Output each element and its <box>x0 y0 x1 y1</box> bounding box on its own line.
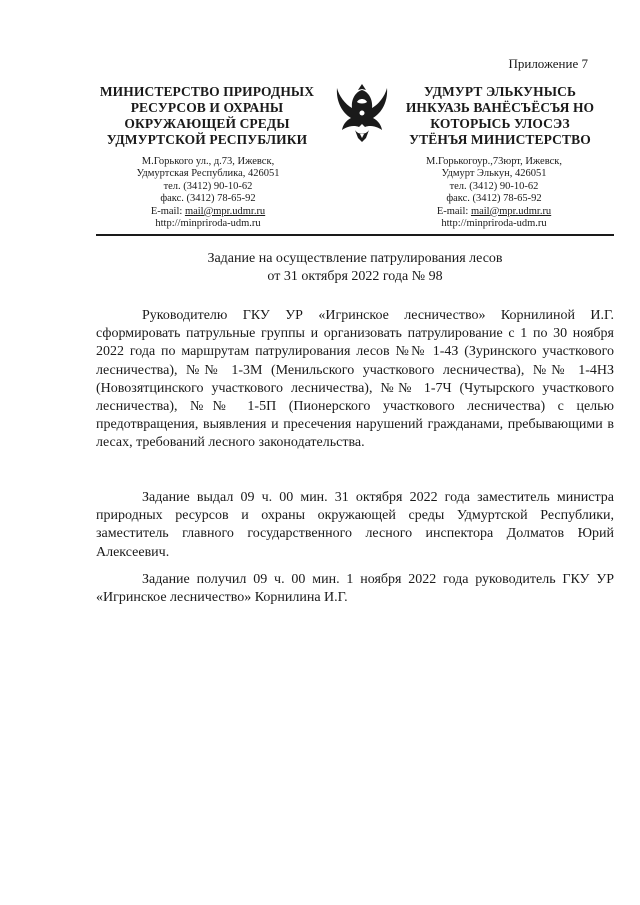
email-link[interactable]: mail@mpr.udmr.ru <box>184 205 266 217</box>
contacts-russian <box>108 156 308 230</box>
body-paragraph: Задание получил 09 ч. 00 мин. 1 ноября 2022 года руководитель ГКУ УР «Игринское лесничество» Корнилина И.Г. <box>96 572 614 606</box>
fax-line: факс. (3412) 78-65-92 <box>446 193 542 205</box>
fax-line: факс. (3412) 78-65-92 <box>160 193 256 205</box>
header-divider <box>96 234 614 236</box>
ministry-name-line: ОКРУЖАЮЩЕЙ СРЕДЫ <box>124 116 290 131</box>
email-line <box>108 206 308 218</box>
phone-line: тел. (3412) 90-10-62 <box>163 180 253 192</box>
address-line: Удмурт Элькун, 426051 <box>441 168 547 180</box>
ministry-name-udmurt <box>390 84 610 148</box>
document-title <box>96 250 614 286</box>
ministry-name-line: РЕСУРСОВ И ОХРАНЫ <box>130 100 284 115</box>
body-paragraph: Задание выдал 09 ч. 00 мин. 31 октября 2022 года заместитель министра природных ресурсов и охраны окружающей среды Удмуртской Республики, заместитель главного государственного лесного инспектора Долматов Юрий Алексеевич. <box>96 490 614 560</box>
email-line <box>394 206 594 218</box>
email-link[interactable]: mail@mpr.udmr.ru <box>470 205 552 217</box>
body-paragraph: Руководителю ГКУ УР «Игринское лесничество» Корнилиной И.Г. сформировать патрульные группы и организовать патрулирование с 1 по 30 ноября 2022 года по маршрутам патрулирования лесов №№ 1-4З (Зуринского участкового лесничества), №№ 1-3М (Менильского участкового лесничества), №№ 1-4НЗ (Новозятцинского участкового лесничества), №№ 1-7Ч (Чутырского участкового лесничества), №№ 1-5П (Пионерского участкового лесничества) с целью предотвращения, выявления и пресечения нарушений гражданами, пребывающими в лесах, требований лесного законодательства. <box>96 308 614 451</box>
ministry-name-line: УДМУРТ ЭЛЬКУНЫСЬ <box>423 84 577 99</box>
ministry-name-russian <box>92 84 322 148</box>
ministry-name-line: МИНИСТЕРСТВО ПРИРОДНЫХ <box>99 84 315 99</box>
address-line: М.Горького ул., д.73, Ижевск, <box>141 156 275 167</box>
website-link[interactable]: http://minpriroda-udm.ru <box>441 218 547 230</box>
phone-line: тел. (3412) 90-10-62 <box>449 180 539 192</box>
appendix-label: Приложение 7 <box>508 56 588 71</box>
address-line: Удмуртская Республика, 426051 <box>136 168 280 180</box>
ministry-name-line: ИНКУАЗЬ ВАНЁСЪЁСЪЯ НО <box>405 100 595 115</box>
email-prefix: E-mail: <box>150 205 185 217</box>
title-line: Задание на осуществление патрулирования лесов <box>207 251 503 266</box>
ministry-name-line: УДМУРТСКОЙ РЕСПУБЛИКИ <box>106 132 308 147</box>
ministry-name-line: КОТОРЫСЬ УЛОСЭЗ <box>430 116 570 131</box>
title-line: от 31 октября 2022 года № 98 <box>267 269 443 284</box>
address-line: М.Горькогоур.,73юрт, Ижевск, <box>425 156 562 167</box>
contacts-udmurt <box>394 156 594 230</box>
udmurt-republic-emblem-icon <box>333 80 391 146</box>
ministry-name-line: УТЁНЪЯ МИНИСТЕРСТВО <box>409 132 591 147</box>
email-prefix: E-mail: <box>436 205 471 217</box>
website-link[interactable]: http://minpriroda-udm.ru <box>155 218 261 230</box>
